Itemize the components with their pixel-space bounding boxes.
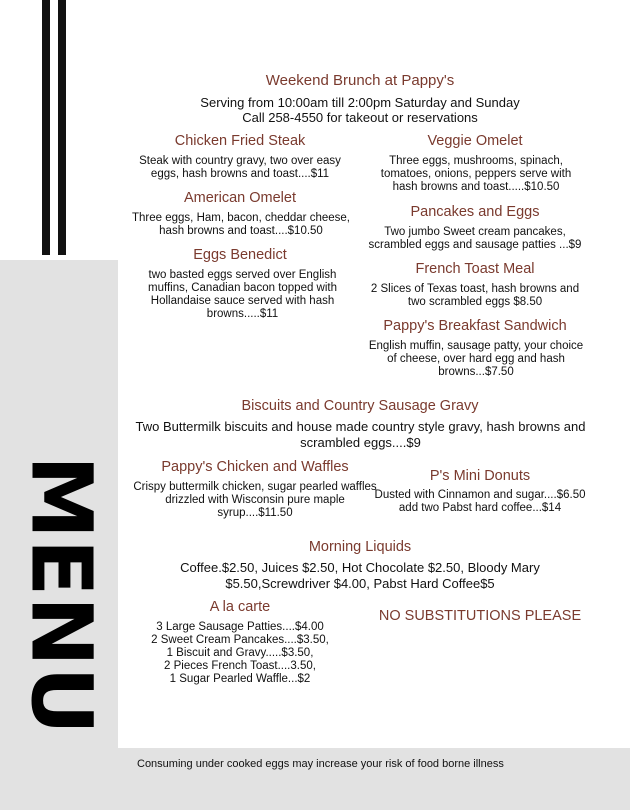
item-name-french-toast-meal: French Toast Meal (415, 261, 535, 277)
item-name-a-la-carte: A la carte (209, 599, 271, 615)
item-name-mini-donuts: P's Mini Donuts (429, 468, 531, 484)
item-desc-biscuits-gravy: Two Buttermilk biscuits and house made country style gravy, hash browns and scrambled eggs....$9 (135, 419, 586, 450)
a-la-carte-list (140, 621, 340, 686)
item-name-veggie-omelet: Veggie Omelet (427, 133, 523, 149)
menu-side-text: MENU (13, 455, 112, 735)
item-desc-chicken-fried-steak: Steak with country gravy, two over easy eggs, hash browns and toast....$11 (139, 155, 341, 180)
page-title: Weekend Brunch at Pappy's (265, 72, 455, 89)
serving-hours: Serving from 10:00am till 2:00pm Saturday and Sunday (200, 95, 520, 110)
item-desc-mini-donuts: Dusted with Cinnamon and sugar....$6.50 add two Pabst hard coffee...$14 (374, 489, 586, 514)
list-item: 1 Sugar Pearled Waffle...$2 (169, 673, 311, 685)
item-desc-chicken-waffles: Crispy buttermilk chicken, sugar pearled waffles drizzled with Wisconsin pure maple syrup....$11.50 (133, 481, 377, 519)
item-name-chicken-waffles: Pappy's Chicken and Waffles (161, 459, 349, 475)
item-name-american-omelet: American Omelet (183, 190, 296, 206)
list-item: 3 Large Sausage Patties....$4.00 (156, 621, 324, 633)
header-info (150, 95, 570, 125)
item-desc-veggie-omelet: Three eggs, mushrooms, spinach, tomatoes, onions, peppers serve with hash browns and toast.....$10.50 (380, 155, 572, 193)
item-name-biscuits-gravy: Biscuits and Country Sausage Gravy (241, 398, 479, 414)
list-item: 2 Pieces French Toast....3.50, (164, 660, 316, 672)
item-desc-american-omelet: Three eggs, Ham, bacon, cheddar cheese, hash browns and toast....$10.50 (132, 212, 350, 237)
list-item: 2 Sweet Cream Pancakes....$3.50, (151, 634, 329, 646)
item-desc-french-toast-meal: 2 Slices of Texas toast, hash browns and two scrambled eggs $8.50 (370, 283, 580, 308)
item-desc-eggs-benedict: two basted eggs served over English muffins, Canadian bacon topped with Hollandaise sauce served with hash browns.....$11 (147, 269, 338, 320)
item-name-pancakes-and-eggs: Pancakes and Eggs (410, 204, 540, 220)
item-desc-breakfast-sandwich: English muffin, sausage patty, your choice of cheese, over hard egg and hash browns...$7.50 (368, 340, 584, 378)
list-item: 1 Biscuit and Gravy.....$3.50, (166, 647, 314, 659)
item-desc-morning-liquids: Coffee.$2.50, Juices $2.50, Hot Chocolate $2.50, Bloody Mary $5.50,Screwdriver $4.00, Pabst Hard Coffee$5 (180, 560, 540, 591)
item-name-chicken-fried-steak: Chicken Fried Steak (174, 133, 306, 149)
item-name-eggs-benedict: Eggs Benedict (193, 247, 287, 263)
item-name-morning-liquids: Morning Liquids (308, 539, 412, 555)
footer-disclaimer: Consuming under cooked eggs may increase your risk of food borne illness (137, 758, 504, 770)
item-desc-pancakes-and-eggs: Two jumbo Sweet cream pancakes, scrambled eggs and sausage patties ...$9 (368, 226, 582, 251)
no-substitutions-notice: NO SUBSTITUTIONS PLEASE (378, 608, 582, 624)
item-name-breakfast-sandwich: Pappy's Breakfast Sandwich (383, 318, 567, 334)
decorative-bar-2 (58, 0, 66, 255)
menu-side-label (13, 452, 112, 738)
decorative-bar-1 (42, 0, 50, 255)
call-info: Call 258-4550 for takeout or reservations (242, 110, 478, 125)
